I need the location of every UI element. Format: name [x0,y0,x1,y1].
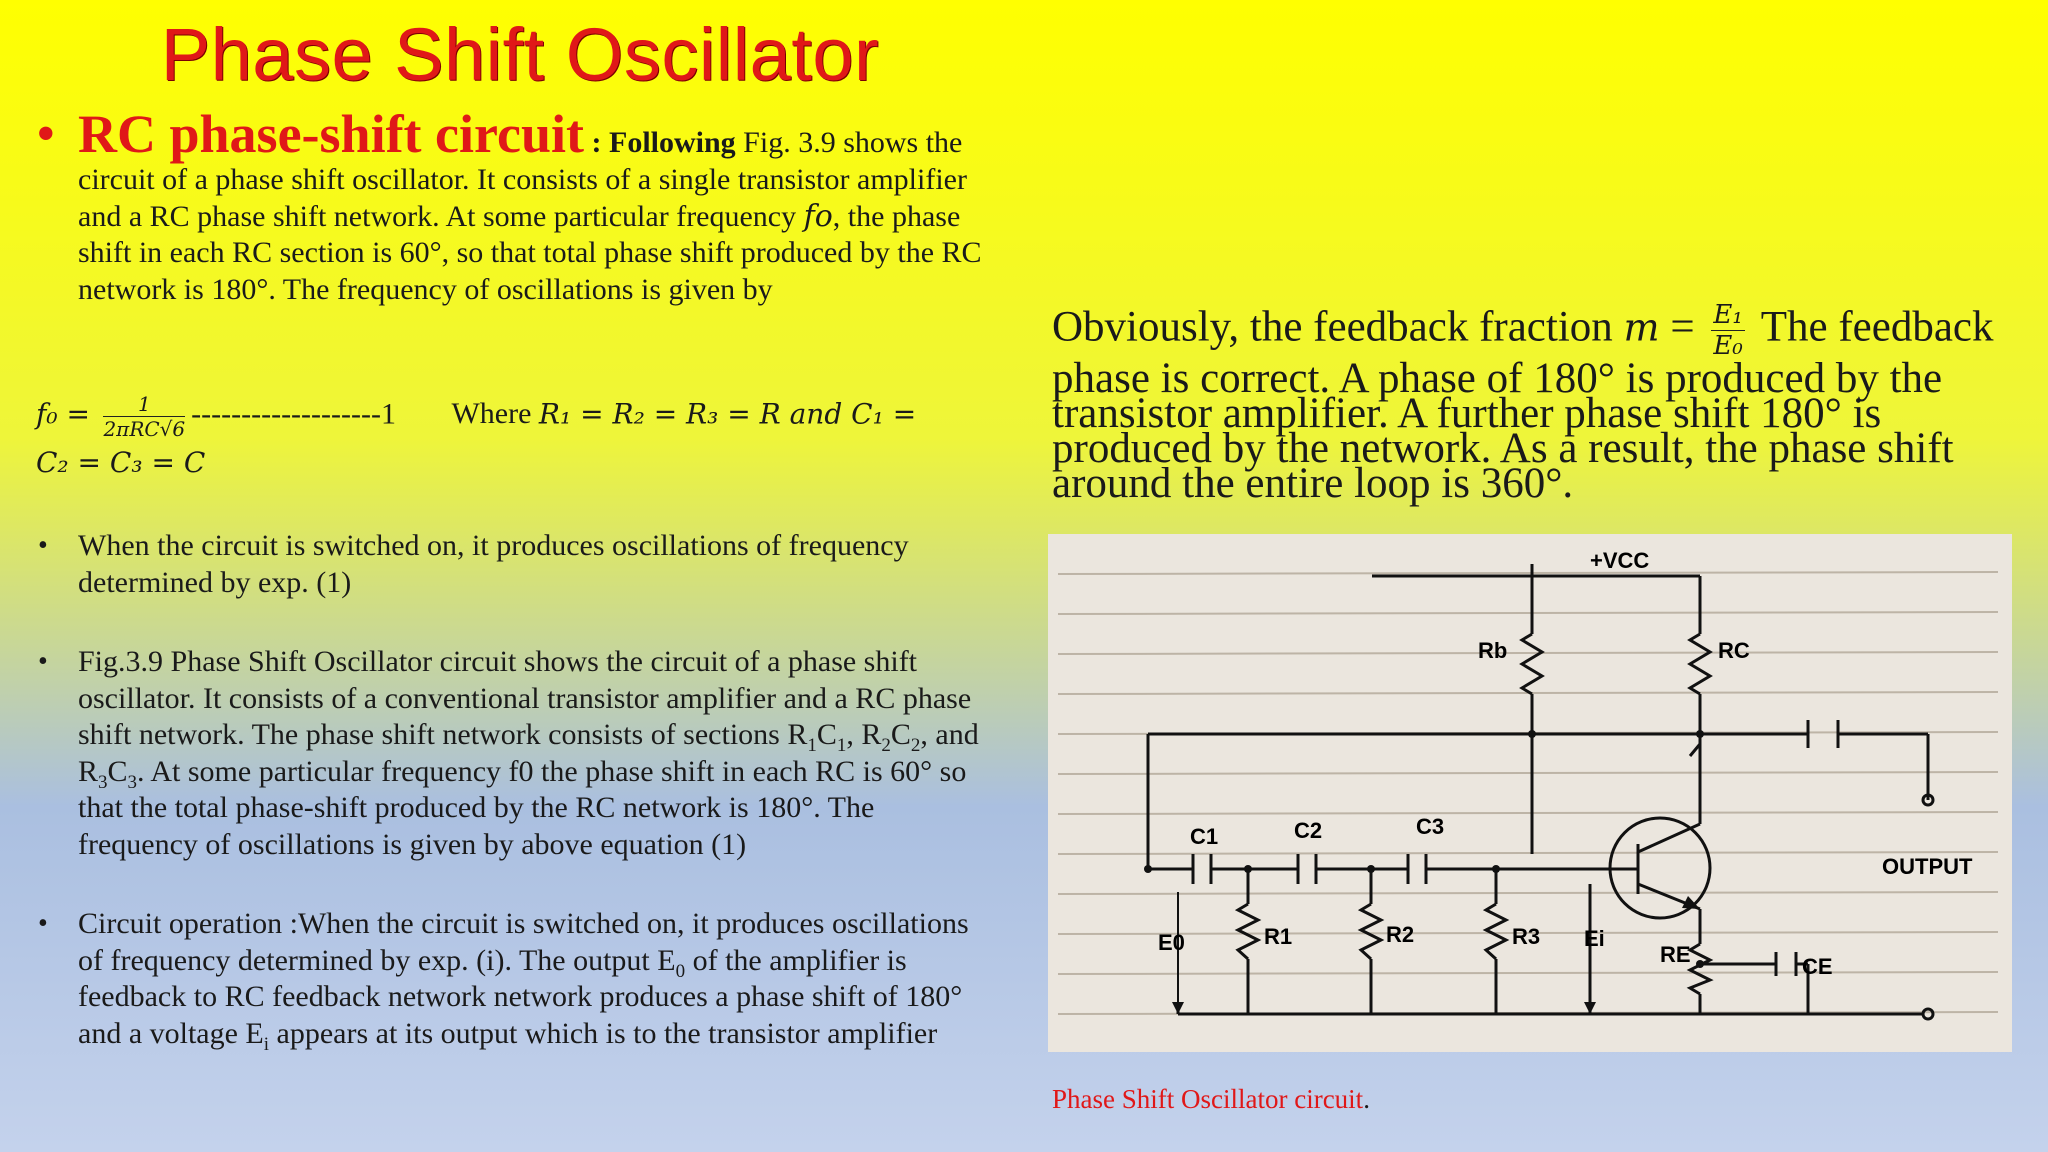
bullet-text: C [107,754,128,788]
r1-label: R1 [1264,924,1293,949]
circuit-diagram [1048,534,2012,1052]
subscript: 0 [675,960,686,982]
bullet-text: When the circuit is switched on, it produces oscillations of frequency determined by exp. (1) [78,529,909,599]
subscript: 2 [881,735,891,756]
caption-text: Phase Shift Oscillator circuit [1052,1084,1364,1114]
subscript: 3 [127,771,138,793]
bullet-text: . At some particular frequency f0 the phase shift in each RC is 60° so that the total phase-shift produced by the RC network is 180°. The frequency of oscillations is given by above equation (1) [78,754,967,861]
junction-dot [1696,730,1704,738]
junction-dot [1144,865,1152,873]
feedback-text-2: The feedback phase is correct. A phase of 180° is produced by the transistor amplifier. A further phase shift 180° is produced by the network. As a result, the phase shift around the entire loop is 360°. [1052,303,1994,507]
c2-label: C2 [1294,818,1323,843]
feedback-paragraph [1052,300,2012,507]
r2-label: R2 [1386,922,1415,947]
bullet-text: Fig.3.9 Phase Shift Oscillator circuit shows the circuit of a phase shift oscillator. It consists of a conventional transistor amplifier and a RC phase shift network. The phase shift network consists of sections R [78,645,972,751]
junction-dot [1492,865,1500,873]
bullet-text: Circuit operation :When the circuit is switched on, it produces oscillations of frequency determined by exp. (i). The output E [78,907,969,977]
re-label: RE [1660,942,1691,967]
formula-fraction [103,392,185,441]
junction-dot [1367,865,1375,873]
ei-label: Ei [1584,926,1605,951]
e0-label: E0 [1158,930,1185,955]
section-heading: RC phase-shift circuit [78,104,584,164]
formula-denominator: 2πRC√6 [103,417,186,441]
bullet-text: appears at its output which is to the transistor amplifier [269,1016,938,1050]
formula-dashes: -------------------1 [191,397,396,431]
feedback-denominator: E₀ [1713,331,1743,361]
bullet-text: , and R [78,718,979,788]
slide-title: Phase Shift Oscillator [160,13,880,96]
intro-paragraph [36,103,996,308]
subscript: i [263,1033,270,1055]
subscript: 1 [836,735,847,756]
ce-label: CE [1802,954,1833,979]
caption-period: . [1363,1084,1370,1114]
bullet-text: C [816,718,837,751]
formula-condition-2: C₂ = C₃ = C [36,446,206,479]
rc-label: RC [1718,638,1750,663]
vcc-label: +VCC [1590,548,1650,573]
rb-label: Rb [1478,638,1508,663]
bullet-item [36,528,996,601]
r3-label: R3 [1512,924,1541,949]
feedback-text: Obviously, the feedback fraction [1052,303,1624,351]
feedback-fraction [1711,300,1744,361]
formula-lhs: f₀ = [36,397,90,431]
lead-bold: : Following [591,126,736,159]
bullet-item [36,644,996,863]
feedback-symbol-m: m [1623,305,1660,350]
bullet-dot: • [36,103,56,165]
bullet-item [36,906,996,1055]
formula-condition-1: R₁ = R₂ = R₃ = R and C₁ = [538,397,917,431]
formula-where: Where [451,397,532,431]
subscript: 2 [910,735,921,756]
bullet-dot: • [38,530,48,561]
junction-dot [1696,960,1704,968]
junction-dot [1244,865,1252,873]
c1-label: C1 [1190,824,1219,849]
formula-numerator: 1 [103,392,185,417]
feedback-equals: = [1659,303,1706,351]
c3-label: C3 [1416,814,1445,839]
frequency-formula [36,392,996,485]
figure-caption [1052,1084,1370,1115]
circuit-svg [1048,534,2012,1052]
subscript: 1 [807,735,817,756]
output-label: OUTPUT [1882,854,1973,879]
bullet-dot: • [38,646,48,677]
bullet-text: C [890,718,911,751]
bullet-dot: • [38,908,48,939]
bullet-text: , R [846,718,882,751]
intro-text: Fig. 3.9 shows the circuit of a phase shift oscillator. It consists of a single transistor amplifier and a RC phase shift network. At some particular frequency [78,126,967,233]
feedback-numerator: E₁ [1713,300,1743,330]
fo-symbol: fo [803,198,833,234]
junction-dot [1528,730,1536,738]
intro-text-2: , the phase shift in each RC section is 60°, so that total phase shift produced by the RC network is 180°. The frequency of oscillations is given by [78,199,982,306]
subscript: 3 [98,771,108,793]
bullet-text: of the amplifier is feedback to RC feedback network network produces a phase shift of 180° and a voltage E [78,943,963,1050]
